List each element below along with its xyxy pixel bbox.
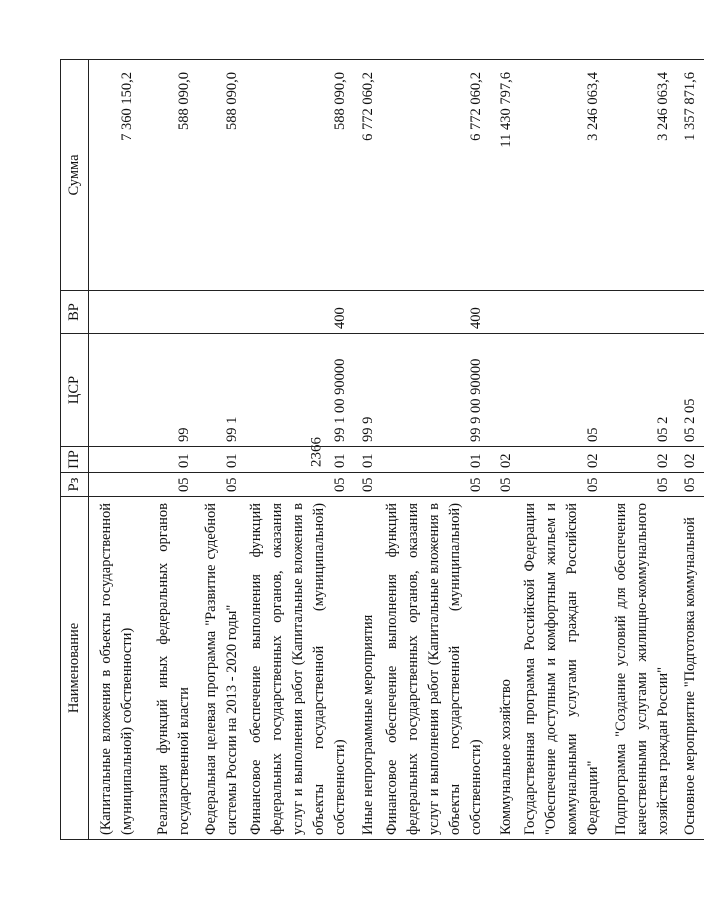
column-header-pr: ПР xyxy=(61,447,89,473)
row-vr xyxy=(607,291,677,334)
row-rz: 05 xyxy=(198,473,246,497)
row-csr xyxy=(89,334,141,447)
table-row xyxy=(354,60,382,840)
row-vr: 400 xyxy=(246,291,354,334)
row-name: Финансовое обеспечение выполнения функций федеральных государственных органов, оказания услуг и выполнения работ (Капитальные вложения в объекты государственной (муниципальной) собственности) xyxy=(382,497,490,840)
row-name: Основное мероприятие "Подготовка коммунальной xyxy=(677,497,704,840)
row-vr xyxy=(141,291,198,334)
column-header-sum: Сумма xyxy=(61,60,89,291)
row-rz: 05 xyxy=(607,473,677,497)
row-vr xyxy=(677,291,704,334)
row-csr xyxy=(490,334,520,447)
page-number: 2366 xyxy=(308,437,325,467)
row-rz: 05 xyxy=(246,473,354,497)
row-pr: 02 xyxy=(490,447,520,473)
row-csr: 99 xyxy=(141,334,198,447)
row-name: Финансовое обеспечение выполнения функций федеральных государственных органов, оказания услуг и выполнения работ (Капитальные вложения в объекты государственной (муниципальной) собственности) xyxy=(246,497,354,840)
row-vr: 400 xyxy=(382,291,490,334)
row-rz: 05 xyxy=(382,473,490,497)
row-name: Государственная программа Российской Федерации "Обеспечение доступным и комфортным жильем и коммунальными услугами граждан Российской Федерации" xyxy=(520,497,607,840)
column-header-csr: ЦСР xyxy=(61,334,89,447)
column-header-vr: ВР xyxy=(61,291,89,334)
row-vr xyxy=(520,291,607,334)
table-header-row xyxy=(61,60,89,840)
table-row xyxy=(246,60,354,840)
row-csr: 99 9 xyxy=(354,334,382,447)
row-rz xyxy=(89,473,141,497)
row-pr: 02 xyxy=(520,447,607,473)
row-sum: 1 357 871,6 xyxy=(677,60,704,291)
table-row xyxy=(382,60,490,840)
row-rz: 05 xyxy=(520,473,607,497)
row-csr: 99 9 00 90000 xyxy=(382,334,490,447)
column-header-rz: Рз xyxy=(61,473,89,497)
row-pr: 01 xyxy=(198,447,246,473)
row-sum: 11 430 797,6 xyxy=(490,60,520,291)
row-sum: 6 772 060,2 xyxy=(354,60,382,291)
row-csr: 05 2 05 xyxy=(677,334,704,447)
table-row xyxy=(198,60,246,840)
budget-table xyxy=(60,59,704,840)
row-pr: 02 xyxy=(677,447,704,473)
row-pr: 01 xyxy=(246,447,354,473)
row-pr: 01 xyxy=(354,447,382,473)
budget-table-sheet xyxy=(60,60,698,840)
row-name: Подпрограмма "Создание условий для обеспечения качественными услугами жилищно-коммунального хозяйства граждан России" xyxy=(607,497,677,840)
table-row xyxy=(520,60,607,840)
row-csr: 05 xyxy=(520,334,607,447)
row-pr: 01 xyxy=(141,447,198,473)
row-rz: 05 xyxy=(490,473,520,497)
row-rz: 05 xyxy=(677,473,704,497)
row-pr: 01 xyxy=(382,447,490,473)
row-name: Федеральная целевая программа "Развитие судебной системы России на 2013 - 2020 годы" xyxy=(198,497,246,840)
row-name: Реализация функций иных федеральных органов государственной власти xyxy=(141,497,198,840)
row-sum: 588 090,0 xyxy=(141,60,198,291)
row-vr xyxy=(198,291,246,334)
row-csr: 05 2 xyxy=(607,334,677,447)
table-row xyxy=(490,60,520,840)
row-vr xyxy=(354,291,382,334)
table-row xyxy=(141,60,198,840)
row-pr xyxy=(89,447,141,473)
row-rz: 05 xyxy=(141,473,198,497)
row-csr: 99 1 00 90000 xyxy=(246,334,354,447)
row-pr: 02 xyxy=(607,447,677,473)
row-sum: 3 246 063,4 xyxy=(607,60,677,291)
row-vr xyxy=(89,291,141,334)
row-name: Иные непрограммные мероприятия xyxy=(354,497,382,840)
row-sum: 6 772 060,2 xyxy=(382,60,490,291)
row-rz: 05 xyxy=(354,473,382,497)
row-sum: 588 090,0 xyxy=(198,60,246,291)
table-row xyxy=(607,60,677,840)
row-name: Коммунальное хозяйство xyxy=(490,497,520,840)
row-sum: 588 090,0 xyxy=(246,60,354,291)
table-row xyxy=(89,60,141,840)
row-vr xyxy=(490,291,520,334)
row-name: (Капитальные вложения в объекты государственной (муниципальной) собственности) xyxy=(89,497,141,840)
row-csr: 99 1 xyxy=(198,334,246,447)
table-row xyxy=(677,60,704,840)
row-sum: 7 360 150,2 xyxy=(89,60,141,291)
row-sum: 3 246 063,4 xyxy=(520,60,607,291)
column-header-name: Наименование xyxy=(61,497,89,840)
